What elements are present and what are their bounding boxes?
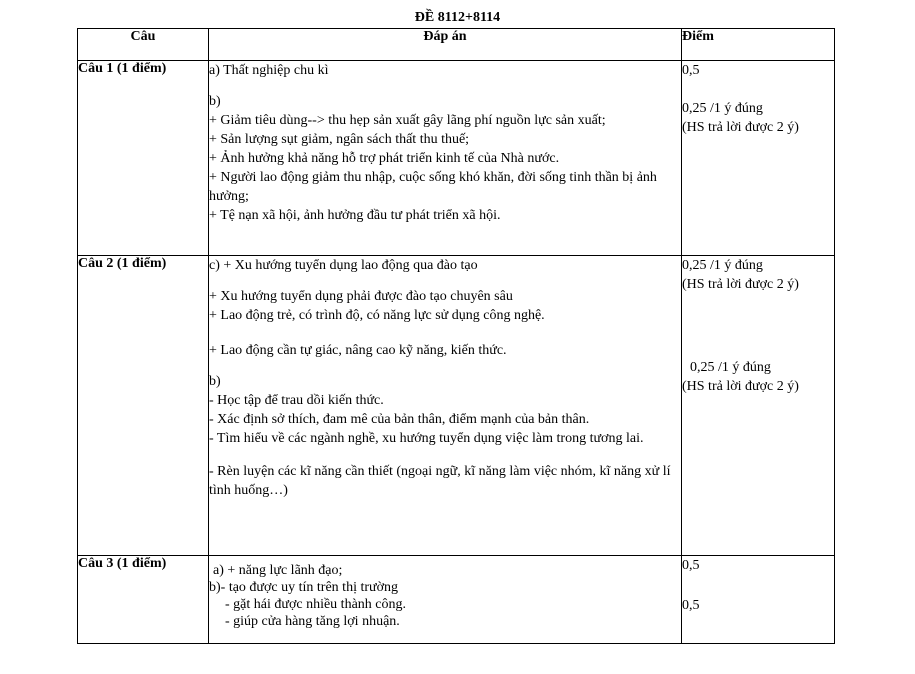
answer-line: c) + Xu hướng tuyển dụng lao động qua đào tạo: [209, 258, 478, 273]
points-cell: [682, 256, 835, 556]
answer-cell: [209, 61, 682, 256]
answer-line: + Xu hướng tuyển dụng phải được đào tạo chuyên sâu: [209, 289, 513, 304]
points-cell: [682, 556, 835, 644]
points-value: 0,5: [682, 598, 700, 613]
points-value: 0,5: [682, 558, 700, 573]
points-note: (HS trả lời được 2 ý): [682, 120, 799, 135]
answer-line: - Rèn luyện các kĩ năng cần thiết (ngoại ngữ, kĩ năng làm việc nhóm, kĩ năng xử lí tình huống…): [209, 464, 671, 498]
table-header-row: [78, 29, 835, 61]
header-cau: Câu: [78, 29, 209, 61]
answer-line: a) + năng lực lãnh đạo;: [213, 563, 343, 578]
table-row: [78, 61, 835, 256]
answer-line: - giúp cửa hàng tăng lợi nhuận.: [225, 614, 400, 629]
points-value: 0,25 /1 ý đúng: [682, 258, 763, 273]
question-label: Câu 3 (1 điểm): [78, 556, 209, 644]
points-value: 0,25 /1 ý đúng: [682, 101, 763, 116]
points-note: (HS trả lời được 2 ý): [682, 277, 799, 292]
answer-line: - Xác định sở thích, đam mê của bản thân, điểm mạnh của bản thân.: [209, 412, 590, 427]
question-label: Câu 1 (1 điểm): [78, 61, 209, 256]
answer-line: + Ảnh hưởng khả năng hỗ trợ phát triển kinh tế của Nhà nước.: [209, 151, 560, 166]
answer-key-table: [77, 28, 835, 644]
answer-line: + Người lao động giảm thu nhập, cuộc sống khó khăn, đời sống tinh thần bị ảnh hưởng;: [209, 170, 657, 204]
header-dapan: Đáp án: [209, 29, 682, 61]
answer-cell: [209, 556, 682, 644]
points-note: (HS trả lời được 2 ý): [682, 379, 799, 394]
answer-cell: [209, 256, 682, 556]
document-title: ĐỀ 8112+8114: [414, 10, 501, 25]
answer-line: + Giảm tiêu dùng--> thu hẹp sản xuất gây lãng phí nguồn lực sản xuất;: [209, 113, 606, 128]
answer-line: - Học tập để trau dồi kiến thức.: [209, 393, 384, 408]
answer-line: a) Thất nghiệp chu kì: [209, 63, 329, 78]
points-value: 0,5: [682, 63, 700, 78]
answer-line: + Tệ nạn xã hội, ảnh hưởng đầu tư phát triển xã hội.: [209, 208, 501, 223]
question-label: Câu 2 (1 điểm): [78, 256, 209, 556]
answer-line: - Tìm hiểu về các ngành nghề, xu hướng tuyển dụng việc làm trong tương lai.: [209, 431, 644, 446]
answer-line: + Sản lượng sụt giảm, ngân sách thất thu thuế;: [209, 132, 470, 147]
header-diem: Điểm: [682, 29, 835, 61]
answer-line: - gặt hái được nhiều thành công.: [225, 597, 406, 612]
table-row: [78, 256, 835, 556]
answer-line: + Lao động trẻ, có trình độ, có năng lực sử dụng công nghệ.: [209, 308, 545, 323]
answer-line: b): [209, 374, 221, 389]
points-value: 0,25 /1 ý đúng: [690, 360, 771, 375]
answer-line: b)- tạo được uy tín trên thị trường: [209, 580, 398, 595]
answer-line: + Lao động cần tự giác, nâng cao kỹ năng, kiến thức.: [209, 343, 507, 358]
table-row: [78, 556, 835, 644]
answer-line: b): [209, 94, 221, 109]
points-cell: [682, 61, 835, 256]
